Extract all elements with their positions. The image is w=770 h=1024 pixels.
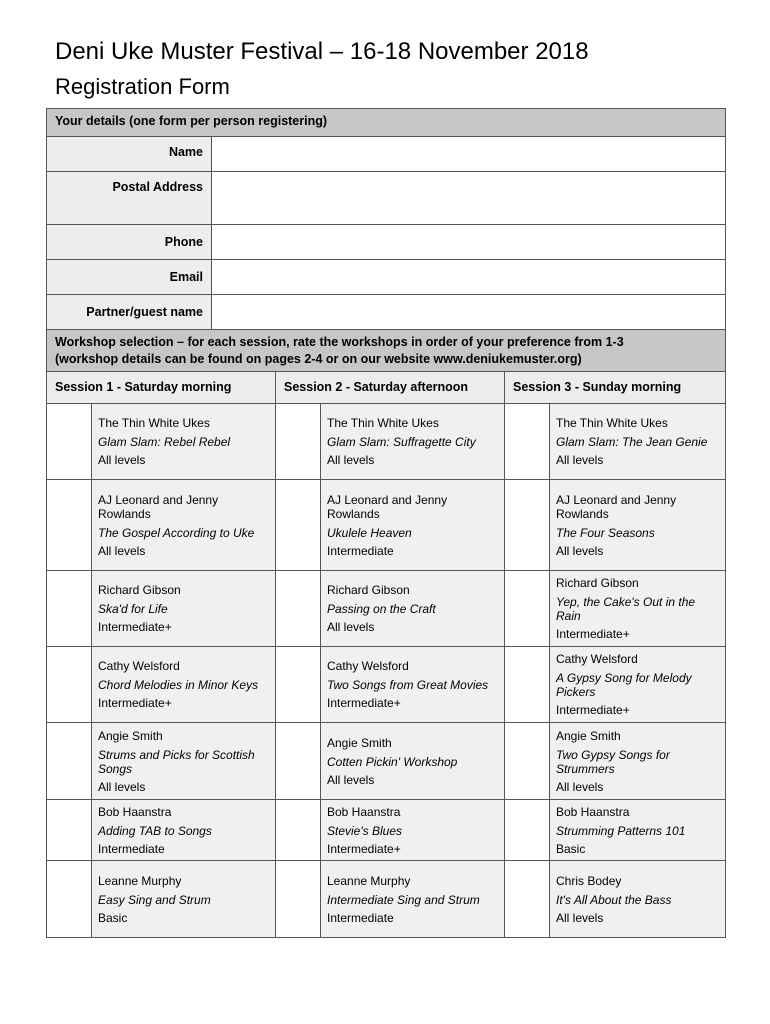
preference-rank-box[interactable] (505, 404, 550, 479)
workshop-tutor: Angie Smith (556, 728, 621, 743)
workshop-cell (321, 571, 505, 646)
phone-row (47, 225, 725, 260)
workshop-title: Easy Sing and Strum (98, 892, 211, 907)
workshop-cell (92, 404, 276, 479)
postal-address-label: Postal Address (47, 172, 212, 224)
workshop-title: A Gypsy Song for Melody Pickers (556, 671, 692, 699)
preference-rank-box[interactable] (47, 480, 92, 570)
workshop-tutor: Cathy Welsford (98, 659, 180, 673)
workshop-level: Intermediate+ (556, 627, 630, 641)
workshop-cell (321, 647, 505, 722)
workshop-row (47, 404, 725, 480)
name-row (47, 137, 725, 172)
preference-rank-box[interactable] (276, 723, 321, 799)
details-section-heading (47, 109, 725, 137)
workshop-heading-line1: Workshop selection – for each session, rate the workshops in order of your preference from 1-3 (55, 335, 624, 349)
preference-rank-box[interactable] (47, 571, 92, 646)
preference-rank-box[interactable] (505, 647, 550, 722)
workshop-title: Stevie's Blues (327, 823, 402, 838)
preference-rank-box[interactable] (47, 647, 92, 722)
workshop-tutor: AJ Leonard and Jenny Rowlands (98, 492, 219, 521)
preference-rank-box[interactable] (47, 723, 92, 799)
workshop-tutor: Richard Gibson (98, 583, 181, 597)
workshop-tutor: The Thin White Ukes (327, 416, 439, 430)
preference-rank-box[interactable] (47, 800, 92, 860)
workshop-title: Passing on the Craft (327, 602, 436, 616)
workshop-title: The Four Seasons (556, 525, 655, 540)
form-subtitle: Registration Form (55, 74, 230, 99)
workshop-cell (550, 571, 725, 646)
workshop-cell (321, 723, 505, 799)
workshop-tutor: Leanne Murphy (327, 873, 411, 888)
workshop-title: Two Gypsy Songs for Strummers (556, 747, 670, 776)
preference-rank-box[interactable] (276, 571, 321, 646)
workshop-level: Intermediate (327, 543, 394, 558)
workshop-cell (92, 800, 276, 860)
workshop-level: All levels (327, 620, 375, 634)
workshop-title: The Gospel According to Uke (98, 525, 255, 540)
workshop-cell (321, 404, 505, 479)
workshop-title: Ska'd for Life (98, 602, 168, 616)
workshop-tutor: The Thin White Ukes (556, 416, 668, 430)
workshop-title: Intermediate Sing and Strum (327, 892, 480, 907)
workshop-cell (92, 861, 276, 937)
preference-rank-box[interactable] (505, 723, 550, 799)
postal-address-row (47, 172, 725, 225)
workshop-tutor: Bob Haanstra (556, 804, 630, 819)
workshop-title: Ukulele Heaven (327, 525, 412, 540)
workshop-title: Glam Slam: Suffragette City (327, 435, 476, 449)
preference-rank-box[interactable] (276, 800, 321, 860)
preference-rank-box[interactable] (47, 861, 92, 937)
workshop-cell (92, 480, 276, 570)
partner-label: Partner/guest name (47, 295, 212, 329)
workshop-row (47, 480, 725, 571)
workshop-cell (550, 723, 725, 799)
workshop-tutor: Richard Gibson (556, 576, 639, 590)
workshop-level: All levels (98, 779, 146, 794)
preference-rank-box[interactable] (505, 571, 550, 646)
name-field[interactable] (212, 137, 725, 171)
page-title: Deni Uke Muster Festival – 16-18 November 2018 (55, 38, 589, 65)
workshop-title: Chord Melodies in Minor Keys (98, 678, 259, 692)
workshop-title: Glam Slam: Rebel Rebel (98, 435, 231, 449)
workshop-level: All levels (556, 910, 604, 925)
workshop-heading-line2: (workshop details can be found on pages 2-4 or on our website www.deniukemuster.org) (55, 352, 582, 366)
phone-field[interactable] (212, 225, 725, 259)
workshop-tutor: Bob Haanstra (98, 804, 172, 819)
email-row (47, 260, 725, 295)
email-label: Email (47, 260, 212, 294)
preference-rank-box[interactable] (505, 480, 550, 570)
workshop-cell (550, 647, 725, 722)
phone-label: Phone (47, 225, 212, 259)
workshop-level: Intermediate+ (98, 620, 172, 634)
workshop-cell (92, 647, 276, 722)
session-header-row (47, 372, 725, 404)
workshop-title: Two Songs from Great Movies (327, 678, 489, 692)
workshop-cell (321, 480, 505, 570)
preference-rank-box[interactable] (276, 404, 321, 479)
email-field[interactable] (212, 260, 725, 294)
workshop-level: All levels (556, 453, 604, 467)
workshop-title: Glam Slam: The Jean Genie (556, 435, 708, 449)
partner-field[interactable] (212, 295, 725, 329)
workshop-level: Intermediate+ (327, 841, 401, 856)
workshop-tutor: Leanne Murphy (98, 873, 182, 888)
workshop-title: Strums and Picks for Scottish Songs (98, 747, 255, 776)
workshop-level: All levels (556, 543, 604, 558)
workshop-row (47, 723, 725, 800)
workshop-cell (550, 861, 725, 937)
workshop-level: Intermediate+ (98, 696, 172, 710)
workshop-cell (321, 800, 505, 860)
workshop-tutor: Richard Gibson (327, 583, 410, 597)
session-1-header: Session 1 - Saturday morning (47, 372, 276, 403)
workshop-level: Intermediate+ (556, 703, 630, 717)
workshop-cell (321, 861, 505, 937)
workshop-tutor: Angie Smith (98, 728, 163, 743)
workshop-level: All levels (327, 772, 375, 787)
workshop-tutor: AJ Leonard and Jenny Rowlands (327, 492, 448, 521)
workshop-tutor: Angie Smith (327, 735, 392, 750)
preference-rank-box[interactable] (276, 861, 321, 937)
workshop-section-heading (47, 330, 725, 372)
workshop-level: Basic (98, 910, 128, 925)
workshop-tutor: Cathy Welsford (556, 652, 638, 666)
workshop-tutor: Bob Haanstra (327, 804, 401, 819)
workshop-tutor: Chris Bodey (556, 873, 622, 888)
workshop-row (47, 571, 725, 647)
workshop-title: Adding TAB to Songs (98, 823, 212, 838)
workshop-row (47, 647, 725, 723)
name-label: Name (47, 137, 212, 171)
preference-rank-box[interactable] (505, 861, 550, 937)
partner-row (47, 295, 725, 330)
workshop-level: All levels (556, 779, 604, 794)
workshop-title: Cotten Pickin' Workshop (327, 754, 458, 769)
workshop-row (47, 800, 725, 861)
preference-rank-box[interactable] (276, 647, 321, 722)
workshop-level: All levels (98, 453, 146, 467)
preference-rank-box[interactable] (505, 800, 550, 860)
session-2-header: Session 2 - Saturday afternoon (276, 372, 505, 403)
workshop-cell (550, 480, 725, 570)
workshop-title: It's All About the Bass (556, 892, 672, 907)
workshop-level: Intermediate (98, 841, 165, 856)
workshop-cell (92, 571, 276, 646)
workshop-title: Strumming Patterns 101 (556, 823, 686, 838)
workshop-row (47, 861, 725, 938)
workshop-level: All levels (327, 453, 375, 467)
workshop-tutor: AJ Leonard and Jenny Rowlands (556, 492, 677, 521)
preference-rank-box[interactable] (47, 404, 92, 479)
workshop-cell (550, 404, 725, 479)
preference-rank-box[interactable] (276, 480, 321, 570)
workshop-level: Intermediate (327, 910, 394, 925)
workshop-cell (92, 723, 276, 799)
workshop-cell (550, 800, 725, 860)
workshop-tutor: The Thin White Ukes (98, 416, 210, 430)
details-heading-text: Your details (one form per person registering) (55, 114, 328, 128)
session-3-header: Session 3 - Sunday morning (513, 380, 682, 394)
workshop-level: Basic (556, 841, 586, 856)
workshop-level: Intermediate+ (327, 696, 401, 710)
postal-address-field[interactable] (212, 172, 725, 224)
workshop-tutor: Cathy Welsford (327, 659, 409, 673)
workshop-title: Yep, the Cake's Out in the Rain (556, 595, 696, 623)
workshop-level: All levels (98, 543, 146, 558)
